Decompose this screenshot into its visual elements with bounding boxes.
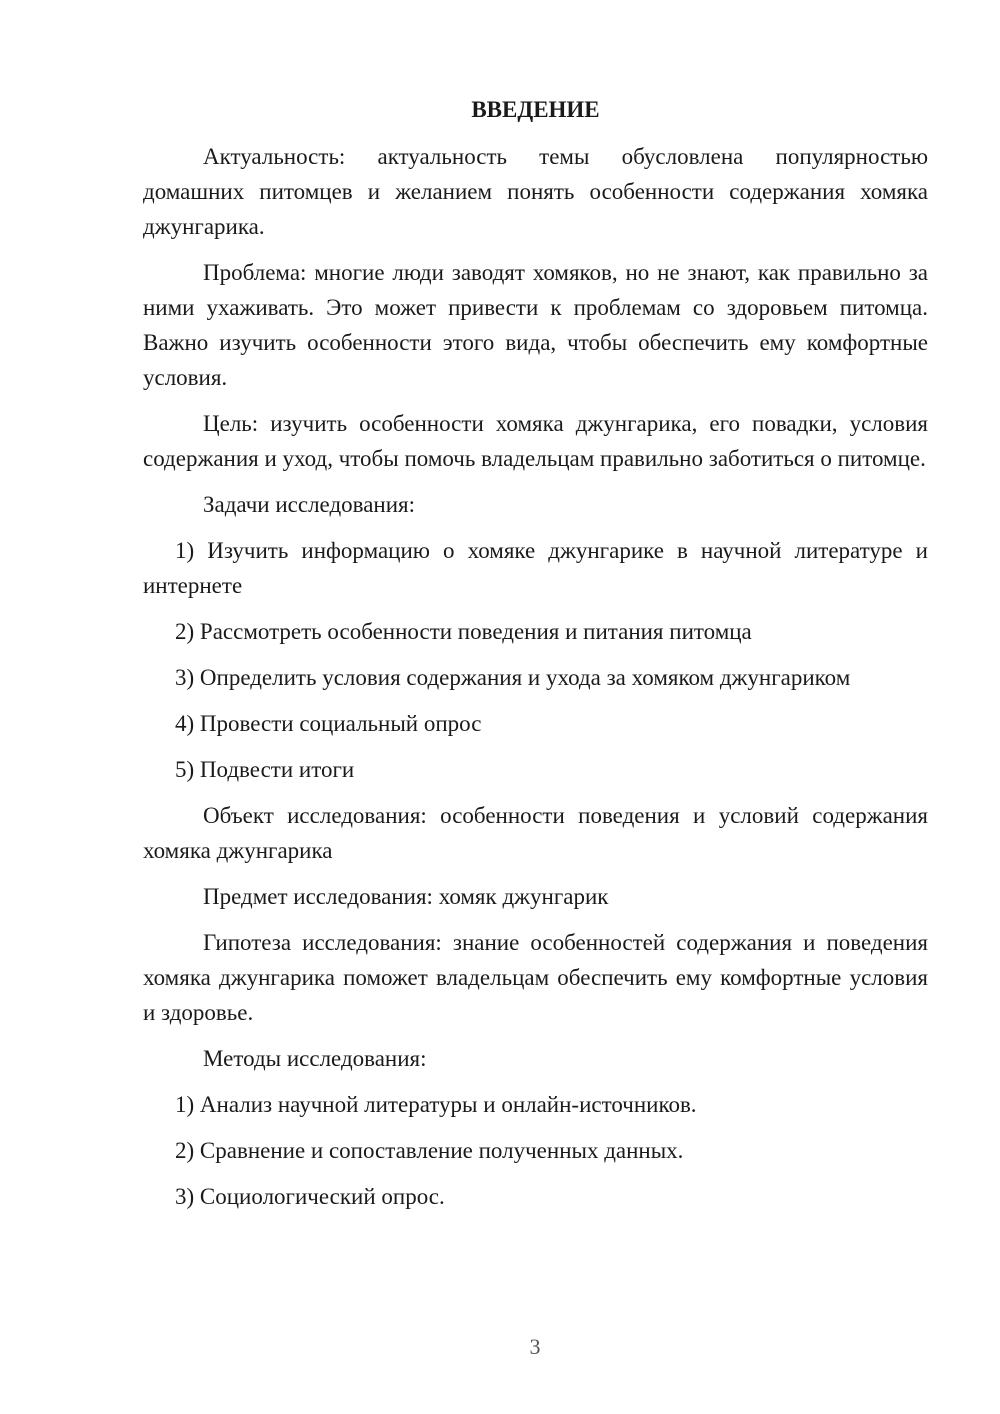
task-item: 3) Определить условия содержания и ухода за хомяком джунгариком — [175, 665, 851, 690]
method-item: 2) Сравнение и сопоставление полученных данных. — [175, 1138, 684, 1163]
tasks-label: Задачи исследования: — [203, 492, 416, 517]
goal-paragraph: Цель: изучить особенности хомяка джунгарика, его повадки, условия содержания и уход, чтобы помочь владельцам правильно заботиться о питомце. — [143, 411, 928, 471]
task-item: 4) Провести социальный опрос — [175, 711, 482, 736]
task-item: 2) Рассмотреть особенности поведения и питания питомца — [175, 619, 752, 644]
page-number: 3 — [529, 1334, 541, 1359]
problem-paragraph: Проблема: многие люди заводят хомяков, но не знают, как правильно за ними ухаживать. Это может привести к проблемам со здоровьем питомца. Важно изучить особенности этого вида, чтобы обеспечить ему комфортные условия. — [143, 260, 928, 390]
method-item: 3) Социологический опрос. — [175, 1184, 445, 1209]
method-item: 1) Анализ научной литературы и онлайн-источников. — [175, 1092, 697, 1117]
section-heading: ВВЕДЕНИЕ — [471, 97, 600, 122]
relevance-paragraph: Актуальность: актуальность темы обусловлена популярностью домашних питомцев и желанием понять особенности содержания хомяка джунгарика. — [143, 144, 928, 239]
methods-label: Методы исследования: — [203, 1046, 427, 1071]
task-item: 1) Изучить информацию о хомяке джунгарике в научной литературе и интернете — [143, 538, 928, 598]
document-body — [143, 92, 928, 1225]
object-paragraph: Объект исследования: особенности поведения и условий содержания хомяка джунгарика — [143, 803, 928, 863]
hypothesis-paragraph: Гипотеза исследования: знание особенностей содержания и поведения хомяка джунгарика поможет владельцам обеспечить ему комфортные условия и здоровье. — [143, 930, 928, 1025]
task-item: 5) Подвести итоги — [175, 757, 355, 782]
subject-paragraph: Предмет исследования: хомяк джунгарик — [203, 884, 609, 909]
